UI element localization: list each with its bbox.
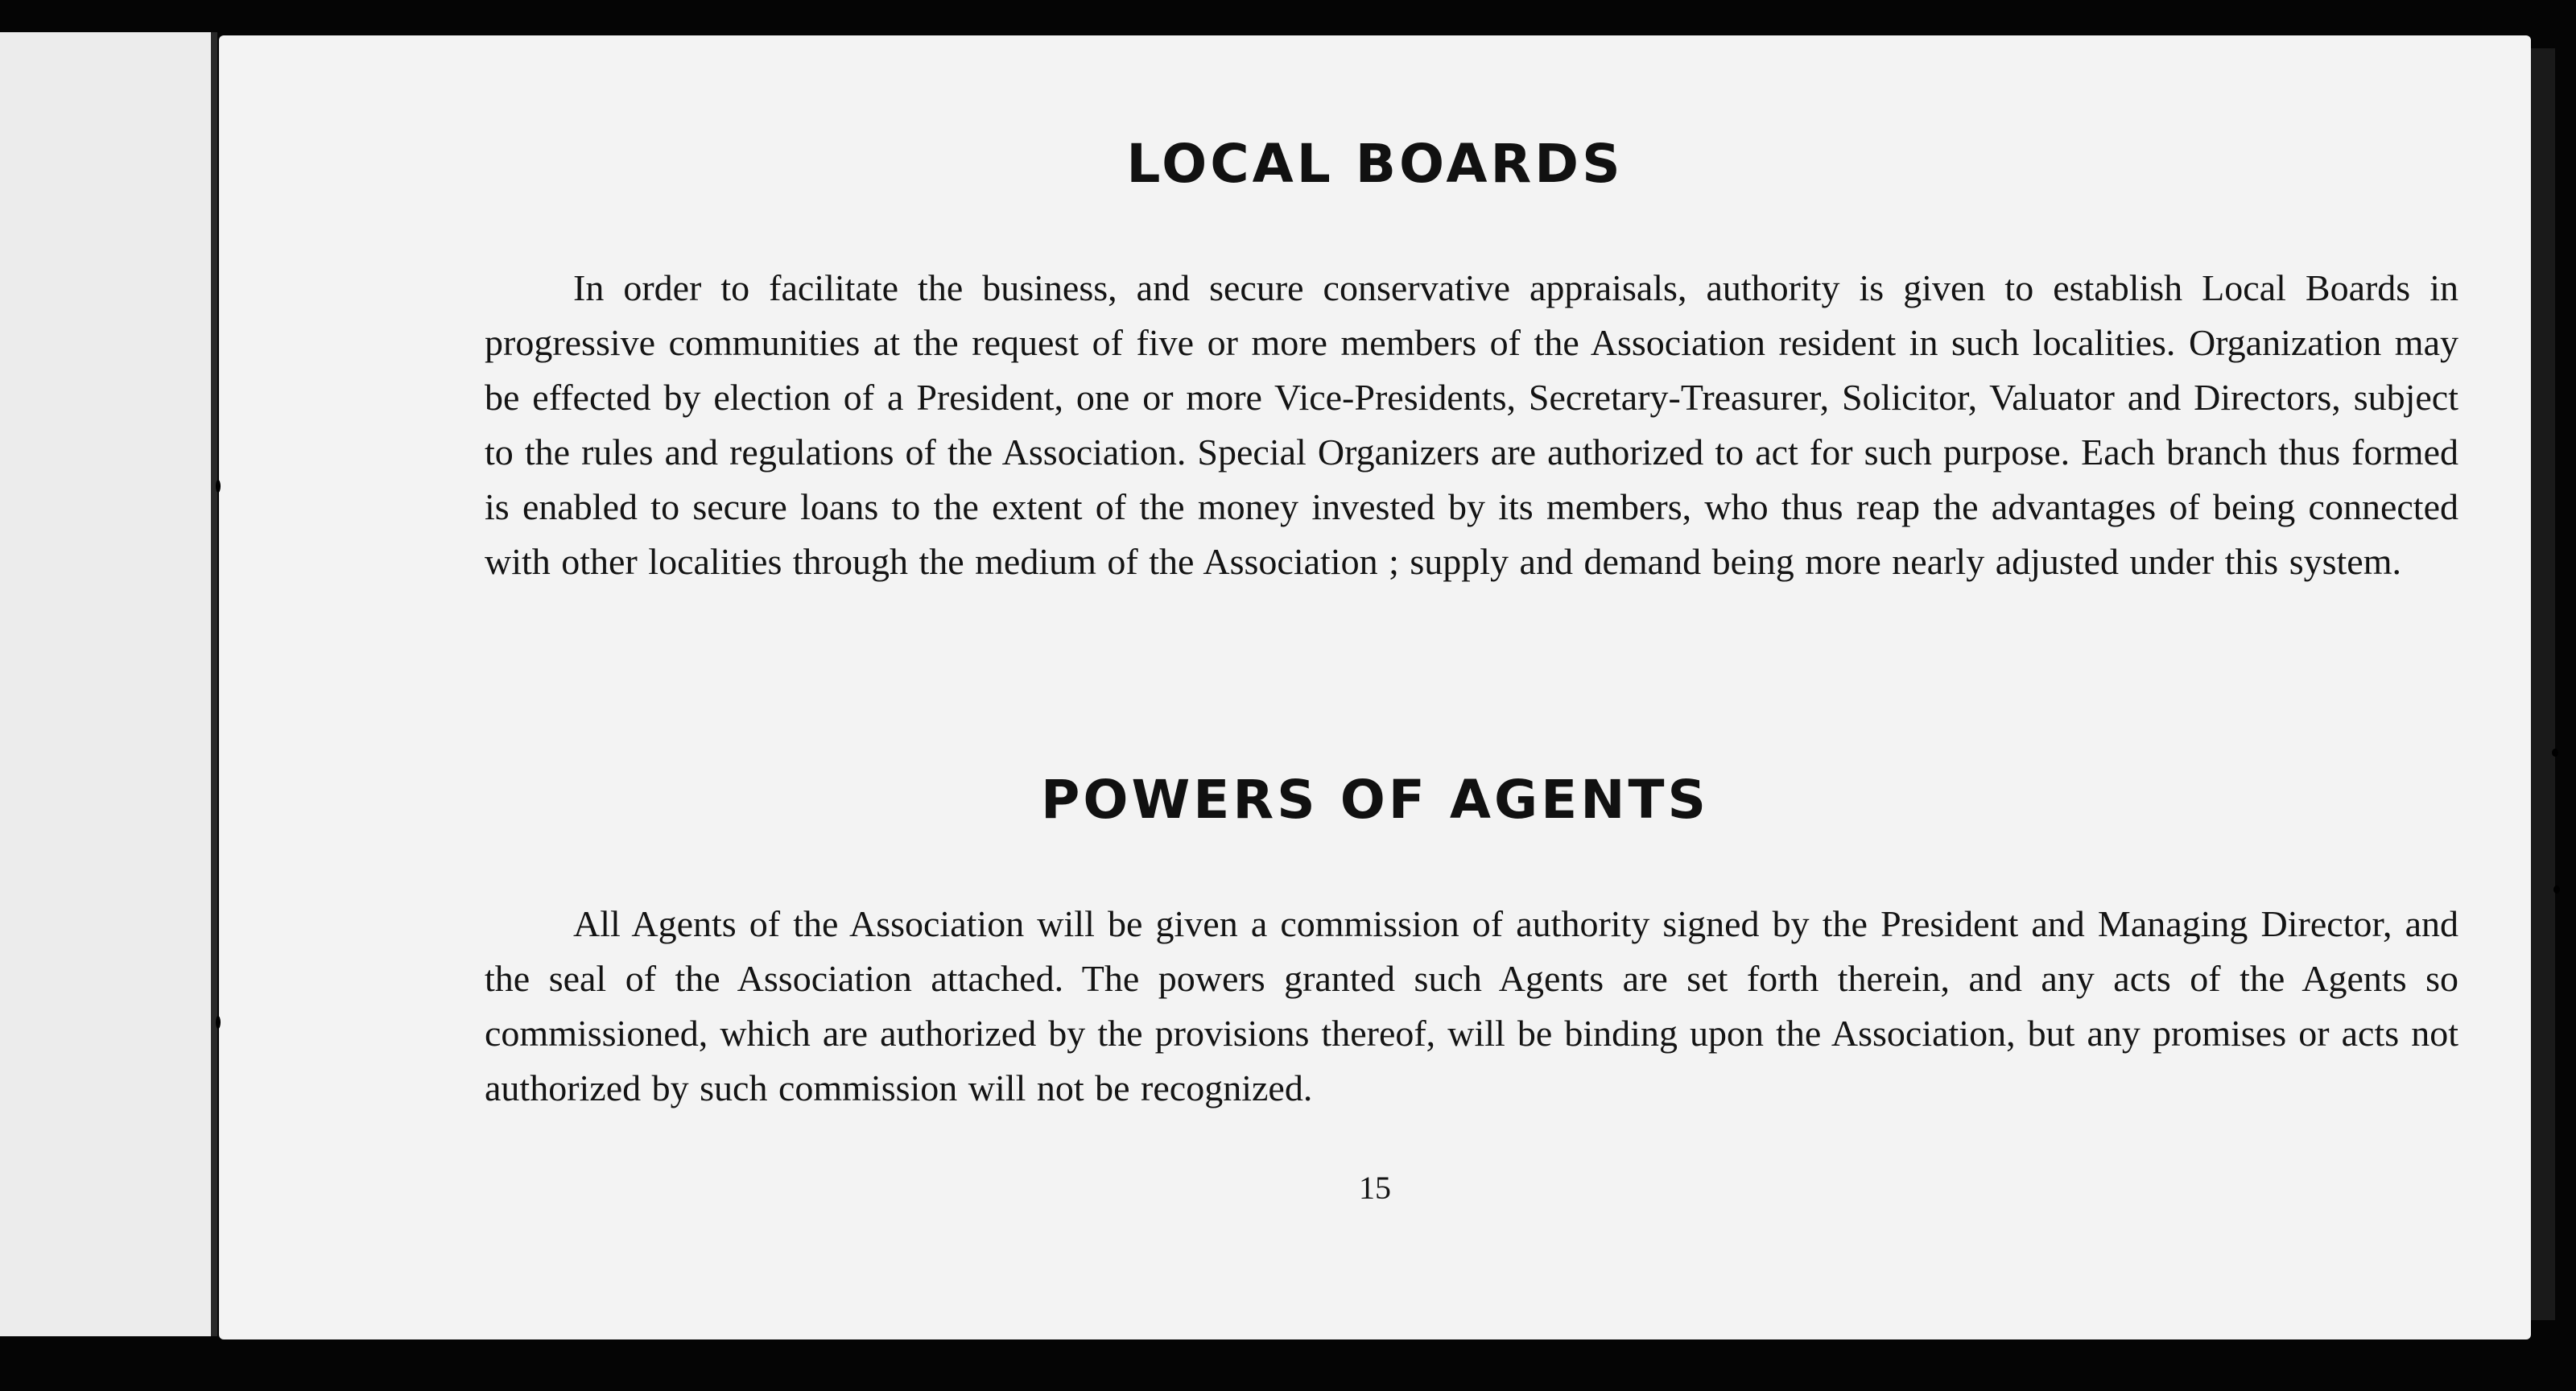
section-body-local-boards: In order to facilitate the business, and secure conservative appraisals, authority is given to establish Local Boards in progressive communities at the request of five or more members of the Association resident in such localities. Organization may be effected by election of a President, one or more Vice-Presidents, Secretary-Treasurer, Solicitor, Valuator and Directors, subject to the rules and regulations of the Association. Special Organizers are authorized to act for such purpose. Each branch thus formed is enabled to secure loans to the extent of the money invested by its members, who thus reap the advantages of being connected with other localities through the medium of the Association ; supply and demand being more nearly adjusted under this system. <box>485 267 2458 582</box>
facing-page-edge <box>0 32 211 1336</box>
scan-speck <box>216 480 221 493</box>
section-body-powers-of-agents: All Agents of the Association will be given a commission of authority signed by the President and Managing Director, and the seal of the Association attached. The powers granted such Agents are set forth therein, and any acts of the Agents so commissioned, which are authorized by the provisions thereof, will be binding upon the Association, but any promises or acts not authorized by such commission will not be recognized. <box>485 903 2458 1108</box>
document-page <box>219 35 2531 1339</box>
right-page-edge <box>2531 48 2555 1320</box>
page-number: 15 <box>1359 1170 1391 1206</box>
book-gutter <box>211 32 217 1336</box>
section-heading-powers-of-agents: POWERS OF AGENTS <box>1041 769 1709 831</box>
scan-speck <box>2552 749 2558 757</box>
section-heading-local-boards: LOCAL BOARDS <box>1126 133 1624 195</box>
scan-speck <box>2553 885 2560 894</box>
scan-speck <box>216 1016 221 1029</box>
